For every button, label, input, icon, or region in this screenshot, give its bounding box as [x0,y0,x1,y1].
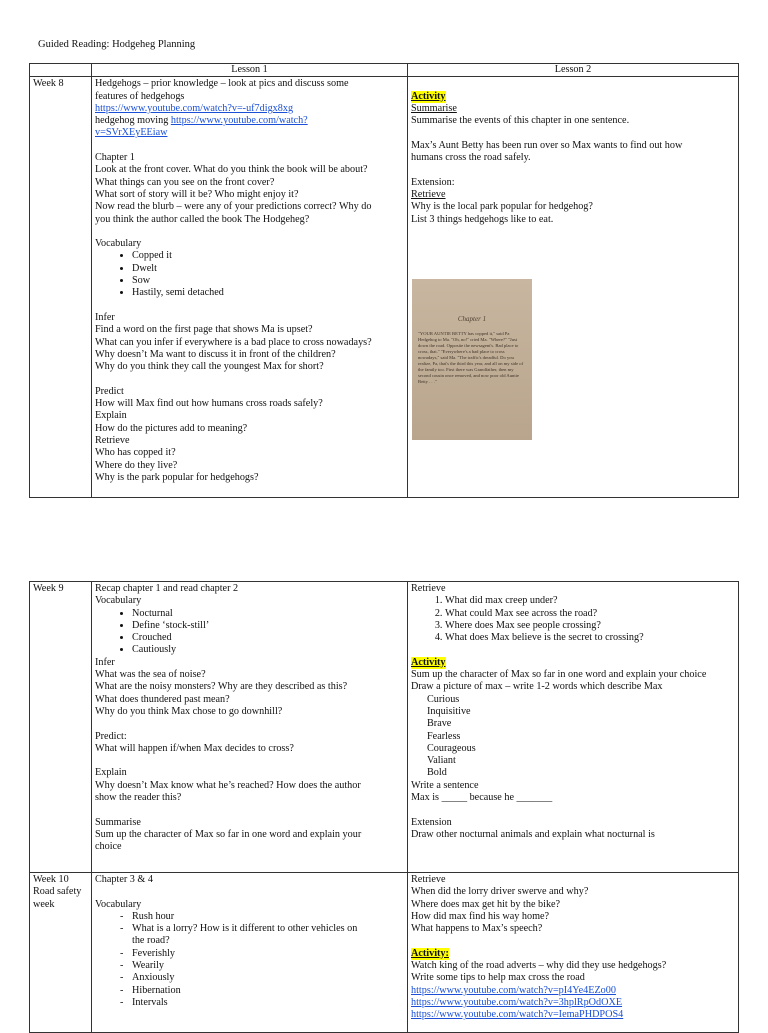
week8-lesson1 [92,77,408,498]
retrieve-question: Who has copped it? [95,447,176,459]
sentence-label: Write a sentence [411,779,479,791]
intro-line-2: features of hedgehogs [95,90,185,102]
header-lesson2: Lesson 2 [408,64,739,77]
retrieve-question: Where does max get hit by the bike? [411,898,561,910]
week9-lesson2 [408,582,739,873]
word-list [411,694,735,780]
vocab-list [95,250,404,299]
vocab-label: Vocabulary [95,238,142,250]
week8-table [29,63,739,498]
moving-label: hedgehog moving [95,115,171,127]
explain-label: Explain [95,767,127,779]
video-link[interactable]: https://www.youtube.com/watch?v=IemaPHDPOS4 [411,1009,624,1021]
vocab-item [132,923,404,948]
week10-label-line: Road safety [33,886,82,898]
infer-question: What can you infer if everywhere is a bad place to cross nowadays? [95,336,372,348]
word-item: Fearless [427,730,461,742]
infer-question: What does thundered past mean? [95,693,230,705]
week10-lesson2 [408,873,739,1033]
vocab-item: - Intervals [132,997,404,1009]
word-item: Inquisitive [427,705,471,717]
summarise-task: Summarise the events of this chapter in one sentence. [411,115,630,127]
retrieve-question: Why is the park popular for hedgehogs? [95,471,259,483]
week9-10-table [29,581,739,1033]
infer-question: Why doesn’t Ma want to discuss it in front of the children? [95,348,336,360]
chapter-heading: Chapter 3 & 4 [95,874,154,885]
question: Look at the front cover. What do you think the book will be about? [95,164,368,176]
vocab-label: Vocabulary [95,898,142,910]
retrieve-question: Why is the local park popular for hedgehog? [411,201,593,213]
vocab-item: - Rush hour [132,911,404,923]
retrieve-label: Retrieve [411,874,446,885]
week8-label: Week 8 [30,77,92,498]
extension-task: Draw other nocturnal animals and explain what nocturnal is [411,828,655,840]
infer-question: Why do you think Max chose to go downhill? [95,705,283,717]
infer-label: Infer [95,656,115,668]
retrieve-label: Retrieve [95,434,130,446]
activity-heading: Activity: [411,947,449,959]
word-item: Valiant [427,755,456,767]
word-item: Brave [427,718,452,730]
week8-lesson2 [408,77,739,498]
header-row [30,64,739,77]
week9-label: Week 9 [30,582,92,873]
summarise-heading: Summarise [411,102,457,114]
vocab-list [95,608,404,657]
retrieve-question: Where do they live? [95,459,178,471]
explain-label: Explain [95,410,127,422]
vocab-item: - Anxiously [132,972,404,984]
page-title: Guided Reading: Hodgeheg Planning [38,39,196,50]
book-page-text: "YOUR AUNTIE BETTY has copped it," said Pa Hedgehog to Ma. "Oh, no!" cried Ma. "Where?" "Just down the road. Opposite the newsagent's. Bad place to cross, that." "Everywhere's a bad place to cross nowadays," said Ma. "The traffic's dreadful. Do you realize, Pa, that's the third this year, and all on my side of the family too. First there was Grandfather, then my second cousin once removed, and now poor old Auntie Betty . . ." [418,330,524,384]
question: What sort of story will it be? Who might enjoy it? [95,188,299,200]
video-link-2[interactable]: https://www.youtube.com/watch? [170,115,308,127]
extension-label: Extension: [411,176,455,188]
vocab-item: - Hibernation [132,985,404,997]
header-lesson1: Lesson 1 [92,64,408,77]
predict-label: Predict: [95,730,127,742]
vocab-item: • Sow [132,275,404,287]
infer-question: Find a word on the first page that shows Ma is upset? [95,324,313,336]
week10-label [30,873,92,1033]
summarise-task: Sum up the character of Max so far in one word and explain your [95,828,362,840]
predict-question: What will happen if/when Max decides to cross? [95,742,294,754]
recap-text: Recap chapter 1 and read chapter 2 [95,583,239,594]
week10-row [30,873,739,1033]
activity-task: Sum up the character of Max so far in one word and explain your choice [411,669,707,681]
question: Now read the blurb – were any of your predictions correct? Why do [95,201,372,213]
retrieve-question: When did the lorry driver swerve and why? [411,886,589,898]
week10-label-line: week [33,898,55,910]
retrieve-heading: Retrieve [411,188,446,200]
sentence-frame: Max is _____ because he _______ [411,792,553,804]
explain-question: Why doesn’t Max know what he’s reached? How does the author [95,779,361,791]
vocab-item: • Define ‘stock-still’ [132,620,404,632]
retrieve-question: What happens to Max’s speech? [411,923,543,935]
vocab-item: • Cautiously [132,644,404,656]
vocab-item: • Copped it [132,250,404,262]
plot-summary: humans cross the road safely. [411,152,531,164]
intro-line-1: Hedgehogs – prior knowledge – look at pics and discuss some [95,78,349,90]
video-link-2-cont[interactable]: v=SVrXEyEEiaw [95,127,168,139]
activity-task: Draw a picture of max – write 1-2 words which describe Max [411,681,663,693]
infer-question: Why do you think they call the youngest Max for short? [95,361,324,373]
video-link[interactable]: https://www.youtube.com/watch?v=3hplRpOdOXE [411,996,623,1008]
retrieve-question: 2. What could Max see across the road? [445,608,735,620]
header-blank [30,64,92,77]
vocab-item: • Dwelt [132,263,404,275]
plot-summary: Max’s Aunt Betty has been run over so Max wants to find out how [411,139,683,151]
week9-row [30,582,739,873]
vocab-label: Vocabulary [95,595,142,607]
activity-task: Write some tips to help max cross the road [411,972,585,984]
activity-task: Watch king of the road adverts – why did they use hedgehogs? [411,960,667,972]
word-item: Bold [427,767,447,779]
retrieve-question: List 3 things hedgehogs like to eat. [411,213,554,225]
summarise-label: Summarise [95,816,141,828]
question: you think the author called the book The Hodgeheg? [95,213,310,225]
retrieve-question: 3. Where does Max see people crossing? [445,620,735,632]
vocab-list [95,911,404,1009]
summarise-task: choice [95,841,122,853]
retrieve-list [411,595,735,644]
retrieve-question: 4. What does Max believe is the secret to crossing? [445,632,735,644]
book-page-heading: Chapter 1 [457,314,487,323]
word-item: Curious [427,693,460,705]
vocab-item: • Crouched [132,632,404,644]
predict-label: Predict [95,385,124,397]
video-link-1[interactable]: https://www.youtube.com/watch?v=-uf7digx8xg [95,102,294,114]
predict-question: How will Max find out how humans cross roads safely? [95,398,323,410]
extension-label: Extension [411,816,452,828]
infer-label: Infer [95,311,115,323]
retrieve-question: 1. What did max creep under? [445,595,735,607]
video-link[interactable]: https://www.youtube.com/watch?v=pI4Ye4EZo00 [411,984,616,996]
retrieve-label: Retrieve [411,583,446,594]
infer-question: What was the sea of noise? [95,669,206,681]
question: What things can you see on the front cover? [95,176,275,188]
explain-question: show the reader this? [95,792,182,804]
explain-question: How do the pictures add to meaning? [95,422,248,434]
vocab-item: - Wearily [132,960,404,972]
week9-lesson1 [92,582,408,873]
vocab-item-text: - What is a lorry? How is it different to other vehicles on the road? [132,923,358,947]
week8-row [30,77,739,498]
activity-heading: Activity [411,90,446,102]
vocab-item: - Feverishly [132,948,404,960]
vocab-item: • Nocturnal [132,608,404,620]
week10-label-line: Week 10 [33,874,69,885]
vocab-item: • Hastily, semi detached [132,287,404,299]
activity-heading: Activity [411,656,446,668]
week10-lesson1 [92,873,408,1033]
word-item: Courageous [427,742,476,754]
chapter-heading: Chapter 1 [95,152,135,164]
retrieve-question: How did max find his way home? [411,910,550,922]
infer-question: What are the noisy monsters? Why are they described as this? [95,681,348,693]
book-page-image [412,279,532,440]
